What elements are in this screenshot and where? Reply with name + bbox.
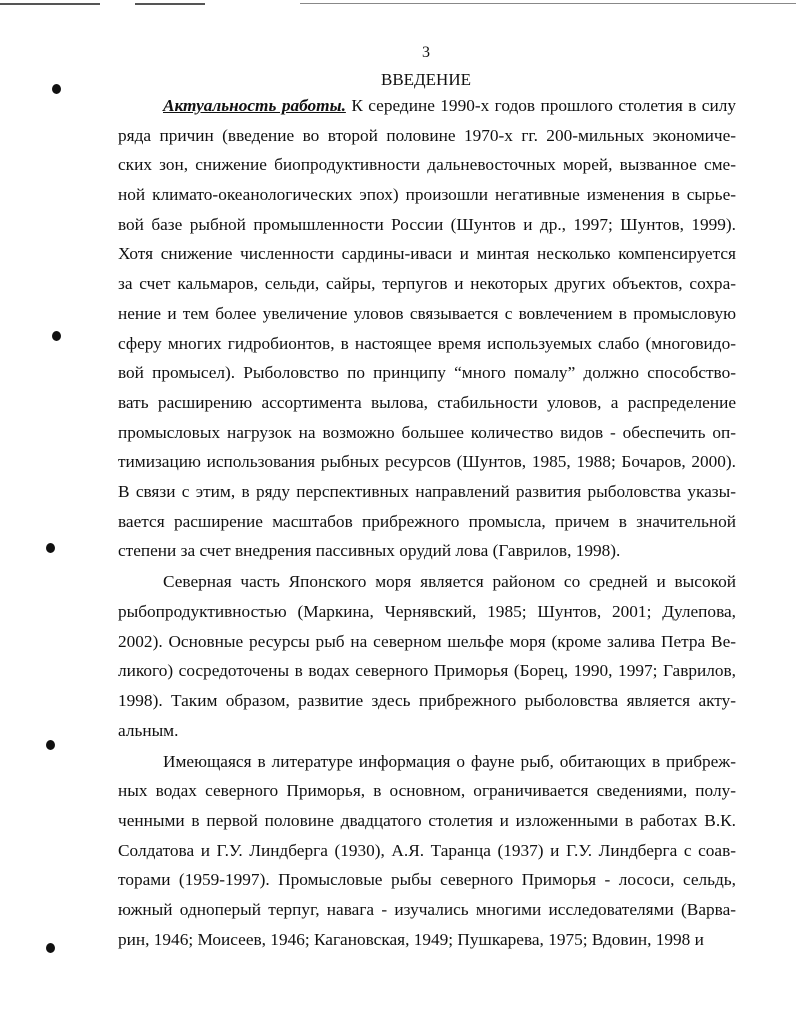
line-text: промысловых нагрузок на возможно большее количество видов - обеспечить оп- <box>118 422 736 442</box>
line-text: ликого) сосредоточены в водах северного Приморья (Борец, 1990, 1997; Гаврилов, <box>118 661 736 681</box>
text-line <box>118 329 736 359</box>
line-text: Северная часть Японского моря является районом со средней и высокой <box>163 572 736 592</box>
text-line <box>118 597 736 627</box>
text-line <box>118 477 736 507</box>
line-text: сферу многих гидробионтов, в настоящее время используемых слабо (многовидо- <box>118 333 736 353</box>
line-text: альным. <box>118 720 179 740</box>
line-text: за счет кальмаров, сельди, сайры, терпугов и некоторых других объектов, сохра- <box>118 274 736 294</box>
line-text: ских зон, снижение биопродуктивности дальневосточных морей, вызванное сме- <box>118 155 736 175</box>
line-text: вой промысел). Рыболовство по принципу “много помалу” должно способство- <box>118 363 736 383</box>
punch-hole-mark <box>46 740 55 750</box>
text-line <box>118 747 736 777</box>
line-text: ных водах северного Приморья, в основном, ограничивается сведениями, полу- <box>118 781 736 801</box>
text-line <box>118 299 736 329</box>
line-text: тимизацию использования рыбных ресурсов (Шунтов, 1985, 1988; Бочаров, 2000). <box>118 452 736 472</box>
text-line <box>118 447 736 477</box>
line-text: Хотя снижение численности сардины-иваси и минтая несколько компенсируется <box>118 244 736 264</box>
punch-hole-mark <box>46 543 55 553</box>
text-line <box>118 627 736 657</box>
scan-edge-line <box>300 3 796 4</box>
page-number: 3 <box>422 44 430 61</box>
text-line <box>118 388 736 418</box>
line-text: Солдатова и Г.У. Линдберга (1930), А.Я. Таранца (1937) и Г.У. Линдберга с соав- <box>118 840 736 860</box>
text-line <box>118 716 736 746</box>
text-line <box>118 686 736 716</box>
line-text: 1998). Таким образом, развитие здесь прибрежного рыболовства является акту- <box>118 690 736 710</box>
line-text: ряда причин (введение во второй половине 1970-х гг. 200-мильных экономиче- <box>118 125 736 145</box>
text-line <box>118 656 736 686</box>
document-body <box>118 91 736 956</box>
line-text: вой базе рыбной промышленности России (Шунтов и др., 1997; Шунтов, 1999). <box>118 214 736 234</box>
text-line <box>118 567 736 597</box>
line-text: рин, 1946; Моисеев, 1946; Кагановская, 1949; Пушкарева, 1975; Вдовин, 1998 и <box>118 929 704 949</box>
text-line <box>118 180 736 210</box>
text-line <box>118 865 736 895</box>
line-text: Имеющаяся в литературе информация о фауне рыб, обитающих в прибреж- <box>163 751 736 771</box>
text-line <box>118 925 736 955</box>
text-line <box>118 536 736 566</box>
text-line <box>118 418 736 448</box>
line-text: южный одноперый терпуг, навага - изучались многими исследователями (Варва- <box>118 899 736 919</box>
scan-edge-line <box>0 3 100 5</box>
line-text: ченными в первой половине двадцатого столетия и изложенными в работах В.К. <box>118 810 736 830</box>
text-line <box>118 776 736 806</box>
text-line <box>118 806 736 836</box>
paragraph <box>118 91 736 566</box>
text-line <box>118 507 736 537</box>
text-line <box>118 121 736 151</box>
text-line <box>118 358 736 388</box>
text-line <box>118 269 736 299</box>
paragraph <box>118 747 736 955</box>
line-text: ной климато-океанологических эпох) произошли негативные изменения в сырье- <box>118 185 736 205</box>
line-text: степени за счет внедрения пассивных орудий лова (Гаврилов, 1998). <box>118 541 621 561</box>
section-heading: ВВЕДЕНИЕ <box>381 70 471 89</box>
line-text: вать расширению ассортимента вылова, стабильности уловов, а распределение <box>118 392 736 412</box>
text-line <box>118 210 736 240</box>
line-text: торами (1959-1997). Промысловые рыбы северного Приморья - лососи, сельдь, <box>118 870 736 890</box>
paragraph <box>118 567 736 745</box>
scan-edge-line <box>135 3 205 5</box>
text-line <box>118 91 736 121</box>
text-line <box>118 150 736 180</box>
punch-hole-mark <box>46 943 55 953</box>
line-text: В связи с этим, в ряду перспективных направлений развития рыболовства указы- <box>118 481 736 501</box>
lead-phrase: Актуальность работы. <box>163 96 346 115</box>
line-text: К середине 1990-х годов прошлого столетия в силу <box>345 96 736 115</box>
text-line <box>118 895 736 925</box>
text-line <box>118 239 736 269</box>
line-text: нение и тем более увеличение уловов связывается с вовлечением в промысловую <box>118 303 736 323</box>
line-text: 2002). Основные ресурсы рыб на северном шельфе моря (кроме залива Петра Ве- <box>118 631 736 651</box>
text-line <box>118 836 736 866</box>
line-text: вается расширение масштабов прибрежного промысла, причем в значительной <box>118 511 736 531</box>
line-text: рыбопродуктивностью (Маркина, Чернявский, 1985; Шунтов, 2001; Дулепова, <box>118 601 736 621</box>
punch-hole-mark <box>52 331 61 341</box>
